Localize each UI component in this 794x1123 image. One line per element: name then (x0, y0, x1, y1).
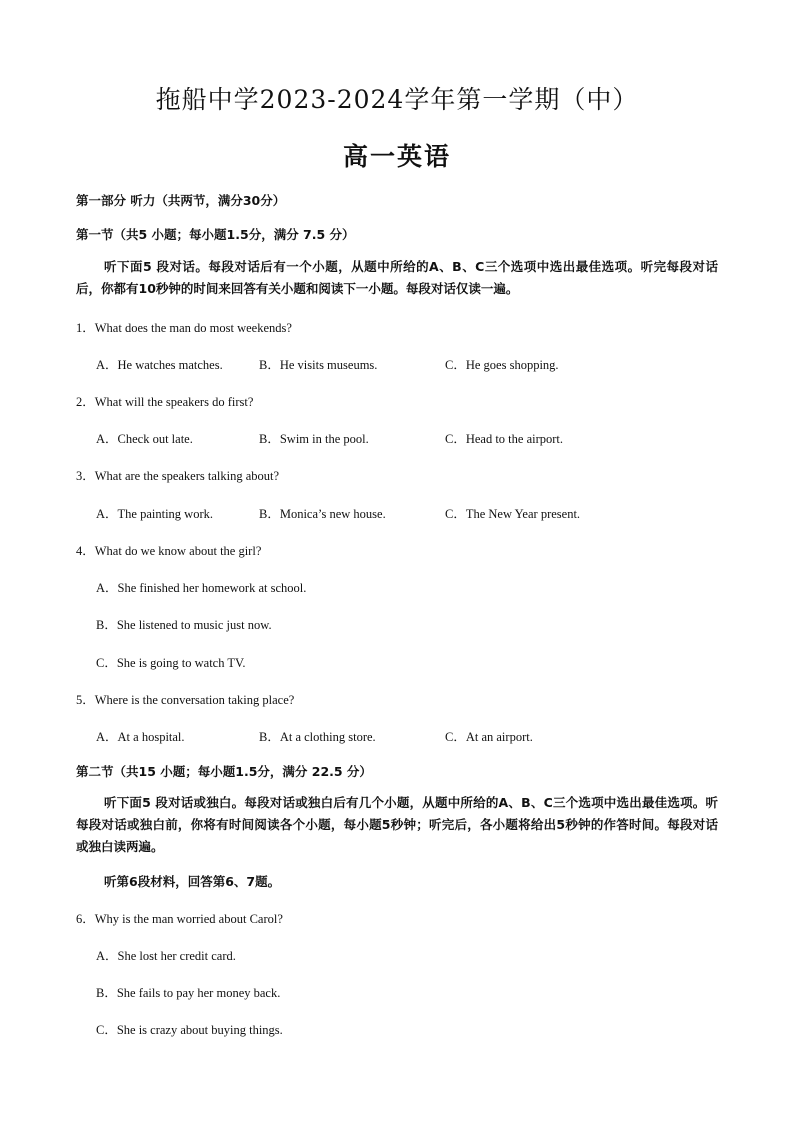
section2-instructions: 听下面5 段对话或独白。每段对话或独白后有几个小题，从题中所给的A、B、C三个选项中选出最佳选项。听每段对话或独白前，你将有时间阅读各个小题，每小题5秒钟；听完后，各小题将给出5秒钟的作答时间。每段对话或独白读两遍。 (76, 795, 718, 854)
section2-heading: 第二节（共15 小题；每小题1.5分，满分 22.5 分） (76, 764, 372, 779)
option-c: C．At an airport. (445, 730, 533, 744)
part-heading: 第一部分 听力（共两节，满分30分） (76, 193, 286, 208)
option-c: C．The New Year present. (445, 507, 581, 521)
option-a: A．She finished her homework at school. (96, 581, 307, 595)
option-a: A．Check out late. (96, 432, 193, 446)
option-c: C．She is crazy about buying things. (96, 1023, 283, 1037)
exam-title: 拖船中学2023-2024学年第一学期（中） (155, 85, 639, 114)
question-stem: 2．What will the speakers do first? (76, 395, 254, 409)
option-c: C．Head to the airport. (445, 432, 564, 446)
question-stem: 1．What does the man do most weekends? (76, 321, 292, 335)
question-stem: 3．What are the speakers talking about? (76, 469, 280, 483)
option-c: C．He goes shopping. (445, 358, 559, 372)
option-b: B．Monica’s new house. (259, 507, 386, 521)
question-stem: 5．Where is the conversation taking place? (76, 693, 295, 707)
option-a: A．She lost her credit card. (96, 949, 236, 963)
question-stem: 6．Why is the man worried about Carol? (76, 912, 283, 926)
listen-note: 听第6段材料，回答第6、7题。 (104, 874, 281, 889)
question-stem: 4．What do we know about the girl? (76, 544, 262, 558)
option-b: B．She listened to music just now. (96, 618, 272, 632)
exam-subject: 高一英语 (342, 142, 451, 171)
option-b: B．He visits museums. (259, 358, 378, 372)
option-b: B．Swim in the pool. (259, 432, 369, 446)
option-b: B．At a clothing store. (259, 730, 376, 744)
section1-heading: 第一节（共5 小题；每小题1.5分，满分 7.5 分） (76, 227, 355, 242)
section1-instructions: 听下面5 段对话。每段对话后有一个小题，从题中所给的A、B、C三个选项中选出最佳选项。听完每段对话后，你都有10秒钟的时间来回答有关小题和阅读下一小题。每段对话仅读一遍。 (76, 259, 718, 296)
option-a: A．At a hospital. (96, 730, 185, 744)
option-b: B．She fails to pay her money back. (96, 986, 281, 1000)
option-a: A．He watches matches. (96, 358, 223, 372)
option-a: A．The painting work. (96, 507, 213, 521)
option-c: C．She is going to watch TV. (96, 656, 246, 670)
